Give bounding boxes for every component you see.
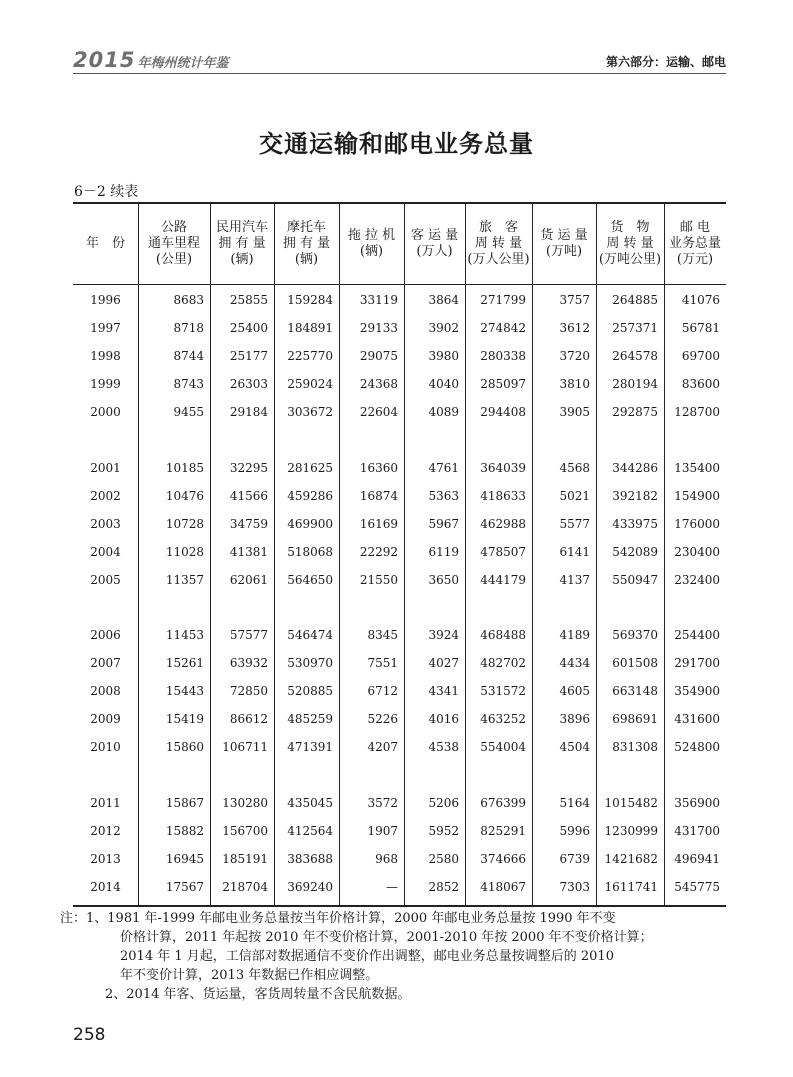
table-row — [73, 789, 726, 817]
note-line: 年不变价计算，2013 年数据已作相应调整。 — [120, 968, 379, 983]
cell-freight: 4189 — [559, 628, 590, 643]
column-header-post — [664, 206, 726, 282]
cell-freight: 5164 — [559, 796, 590, 811]
table-row — [73, 649, 726, 677]
cell-tractors: 22604 — [359, 404, 398, 419]
cell-tractors: 6712 — [367, 684, 398, 699]
statistics-table — [73, 202, 726, 907]
cell-freight: 5021 — [559, 488, 590, 503]
note-line: 2014 年 1 月起，工信部对数据通信不变价作出调整，邮电业务总量按调整后的 2010 — [120, 949, 614, 964]
table-row — [73, 566, 726, 594]
note-line: 价格计算，2011 年起按 2010 年不变价格计算，2001-2010 年按 2000 年不变价格计算； — [120, 930, 653, 945]
table-notes — [60, 909, 735, 1004]
table-row — [73, 817, 726, 845]
cell-road: 17567 — [165, 879, 204, 894]
column-header-line: (万吨) — [545, 244, 583, 259]
cell-passenger_turnover: 418067 — [480, 879, 526, 894]
cell-freight_turnover: 698691 — [612, 712, 658, 727]
cell-freight: 3810 — [559, 376, 590, 391]
cell-passengers: 3650 — [428, 572, 459, 587]
cell-passengers: 4538 — [428, 740, 459, 755]
cell-motorcycles: 303672 — [287, 404, 333, 419]
cell-road: 15261 — [165, 656, 204, 671]
cell-motorcycles: 530970 — [287, 656, 333, 671]
column-header-passengers — [404, 206, 465, 282]
table-row — [73, 314, 726, 342]
cell-road: 15882 — [165, 824, 204, 839]
cell-passengers: 6119 — [428, 544, 459, 559]
cell-year: 2005 — [90, 572, 121, 587]
cell-passengers: 5967 — [428, 516, 459, 531]
cell-freight_turnover: 264578 — [612, 348, 658, 363]
cell-passengers: 4341 — [428, 684, 459, 699]
cell-post: 128700 — [674, 404, 720, 419]
cell-freight_turnover: 831308 — [612, 740, 658, 755]
cell-freight: 5996 — [559, 824, 590, 839]
column-header-line: (辆) — [359, 244, 384, 259]
cell-road: 8744 — [173, 348, 204, 363]
cell-freight: 4504 — [559, 740, 590, 755]
column-header-line: (辆) — [294, 252, 319, 267]
table-header-rule — [73, 284, 726, 285]
cell-passenger_turnover: 676399 — [480, 796, 526, 811]
cell-freight: 6141 — [559, 544, 590, 559]
column-header-line: 摩托车 — [286, 220, 326, 235]
column-header-line: (辆) — [230, 252, 254, 267]
cell-cars: 32295 — [229, 460, 268, 475]
column-header-line: 货 物 — [610, 220, 650, 235]
table-label: 6－2 续表 — [74, 184, 139, 200]
cell-passengers: 4016 — [428, 712, 459, 727]
cell-cars: 26303 — [229, 376, 268, 391]
table-row — [73, 873, 726, 901]
cell-freight: 5577 — [559, 516, 590, 531]
cell-passenger_turnover: 478507 — [480, 544, 526, 559]
yearbook-name — [73, 48, 228, 72]
cell-freight: 4434 — [559, 656, 590, 671]
cell-tractors: 21550 — [359, 572, 398, 587]
table-row — [73, 286, 726, 314]
cell-motorcycles: 259024 — [287, 376, 333, 391]
cell-year: 2013 — [90, 852, 121, 866]
cell-tractors: 16874 — [359, 488, 398, 503]
column-header-line: 拥 有 量 — [218, 236, 266, 251]
column-header-line: 旅 客 — [478, 220, 518, 235]
cell-freight_turnover: 1611741 — [604, 879, 658, 894]
cell-post: 354900 — [674, 684, 720, 699]
cell-cars: 57577 — [229, 628, 268, 643]
cell-passenger_turnover: 444179 — [480, 572, 526, 587]
cell-passengers: 5363 — [428, 488, 459, 503]
cell-cars: 62061 — [229, 572, 268, 587]
table-row — [73, 510, 726, 538]
cell-year: 2003 — [90, 516, 121, 531]
cell-tractors: 16360 — [359, 460, 398, 475]
cell-motorcycles: 564650 — [287, 572, 333, 587]
column-header-freight — [532, 206, 596, 282]
cell-freight: 4137 — [559, 572, 590, 587]
column-header-road — [138, 206, 210, 282]
column-header-line: (万人) — [416, 244, 453, 259]
cell-motorcycles: 435045 — [287, 796, 333, 811]
cell-year: 2008 — [90, 684, 121, 699]
cell-cars: 86612 — [229, 712, 268, 727]
cell-tractors: 968 — [375, 852, 398, 866]
cell-freight_turnover: 264885 — [612, 293, 658, 307]
cell-year: 2009 — [90, 712, 121, 727]
page-title: 交通运输和邮电业务总量 — [259, 129, 534, 158]
cell-year: 2004 — [90, 544, 121, 559]
cell-motorcycles: 383688 — [287, 852, 333, 866]
cell-freight_turnover: 542089 — [612, 544, 658, 559]
cell-year: 2006 — [90, 628, 121, 643]
cell-year: 2012 — [90, 824, 121, 839]
cell-cars: 25177 — [229, 348, 268, 363]
cell-motorcycles: 546474 — [287, 628, 333, 643]
cell-post: 431600 — [674, 712, 720, 727]
cell-passengers: 5206 — [428, 796, 459, 811]
cell-post: 254400 — [674, 628, 720, 643]
cell-post: 356900 — [674, 796, 720, 811]
table-row — [73, 342, 726, 370]
cell-year: 1997 — [90, 320, 121, 335]
cell-post: 431700 — [674, 824, 720, 839]
cell-freight_turnover: 433975 — [612, 516, 658, 531]
cell-passengers: 4040 — [428, 376, 459, 391]
table-row — [73, 733, 726, 761]
column-header-line: 周 转 量 — [606, 236, 654, 251]
section-name: 第六部分：运输、邮电 — [605, 55, 726, 69]
cell-freight_turnover: 292875 — [612, 404, 658, 419]
column-header-cars — [210, 206, 274, 282]
table-row — [73, 621, 726, 649]
cell-cars: 72850 — [229, 684, 268, 699]
column-header-line: (万人公里) — [467, 252, 530, 267]
cell-passenger_turnover: 468488 — [480, 628, 526, 643]
cell-motorcycles: 459286 — [287, 488, 333, 503]
cell-road: 15419 — [165, 712, 204, 727]
cell-year: 2014 — [90, 879, 121, 894]
note-line: 2、2014 年客、货运量，客货周转量不含民航数据。 — [105, 987, 411, 1002]
cell-freight_turnover: 1230999 — [604, 824, 658, 839]
cell-post: 56781 — [681, 320, 720, 335]
cell-cars: 156700 — [222, 824, 268, 839]
table-row — [73, 705, 726, 733]
column-header-line: (公里) — [155, 252, 193, 267]
cell-road: 8743 — [173, 376, 204, 391]
cell-tractors: 24368 — [359, 376, 398, 391]
cell-passengers: 5952 — [428, 824, 459, 839]
column-header-passenger_turnover — [465, 206, 532, 282]
cell-motorcycles: 471391 — [287, 740, 333, 755]
cell-road: 11357 — [165, 572, 204, 587]
column-header-motorcycles — [274, 206, 339, 282]
table-row — [73, 677, 726, 705]
cell-post: 291700 — [674, 656, 720, 671]
cell-passengers: 3980 — [428, 348, 459, 363]
cell-passenger_turnover: 554004 — [480, 740, 526, 755]
cell-passenger_turnover: 463252 — [480, 712, 526, 727]
cell-cars: 218704 — [222, 879, 268, 894]
cell-cars: 41566 — [229, 488, 268, 503]
cell-year: 2010 — [90, 740, 121, 755]
cell-freight: 3612 — [559, 320, 590, 335]
cell-passenger_turnover: 531572 — [480, 684, 526, 699]
column-header-line: 周 转 量 — [474, 236, 523, 251]
cell-passenger_turnover: 482702 — [480, 656, 526, 671]
cell-tractors: 16169 — [359, 516, 398, 531]
cell-road: 11453 — [165, 628, 204, 643]
cell-freight: 7303 — [559, 879, 590, 894]
cell-road: 10185 — [165, 460, 204, 475]
cell-passenger_turnover: 271799 — [480, 293, 526, 307]
cell-cars: 185191 — [222, 852, 268, 866]
cell-post: 154900 — [674, 488, 720, 503]
cell-passengers: 3924 — [428, 628, 459, 643]
cell-passengers: 3902 — [428, 320, 459, 335]
cell-tractors: 1907 — [367, 824, 398, 839]
column-header-line: 年 份 — [85, 236, 125, 251]
cell-freight: 4568 — [559, 460, 590, 475]
cell-freight_turnover: 550947 — [612, 572, 658, 587]
cell-post: 524800 — [674, 740, 720, 755]
cell-post: 176000 — [674, 516, 720, 531]
cell-tractors: 7551 — [367, 656, 398, 671]
cell-road: 15443 — [165, 684, 204, 699]
cell-tractors: 29133 — [359, 320, 398, 335]
cell-tractors: 5226 — [367, 712, 398, 727]
cell-freight_turnover: 1015482 — [604, 796, 658, 811]
cell-passengers: 4089 — [428, 404, 459, 419]
column-header-line: (万元) — [676, 252, 714, 267]
cell-passenger_turnover: 294408 — [480, 404, 526, 419]
cell-post: 232400 — [674, 572, 720, 587]
cell-tractors: 4207 — [367, 740, 398, 755]
cell-freight: 6739 — [559, 852, 590, 866]
cell-passenger_turnover: 364039 — [480, 460, 526, 475]
table-row — [73, 398, 726, 426]
cell-freight_turnover: 392182 — [612, 488, 658, 503]
header-rule — [73, 73, 726, 74]
cell-cars: 130280 — [222, 796, 268, 811]
column-header-freight_turnover — [596, 206, 664, 282]
cell-motorcycles: 412564 — [287, 824, 333, 839]
cell-cars: 63932 — [229, 656, 268, 671]
cell-passenger_turnover: 462988 — [480, 516, 526, 531]
cell-cars: 25855 — [229, 293, 268, 307]
cell-tractors: 22292 — [359, 544, 398, 559]
table-top-rule — [73, 202, 726, 204]
note-line: 注：1、1981 年-1999 年邮电业务总量按当年价格计算，2000 年邮电业务总量按 1990 年不变 — [60, 911, 616, 926]
cell-road: 15867 — [165, 796, 204, 811]
cell-road: 15860 — [165, 740, 204, 755]
cell-passenger_turnover: 825291 — [480, 824, 526, 839]
cell-post: 69700 — [681, 348, 720, 363]
cell-passenger_turnover: 418633 — [480, 488, 526, 503]
cell-year: 2000 — [90, 404, 121, 419]
column-header-line: 民用汽车 — [215, 220, 268, 235]
cell-motorcycles: 281625 — [287, 460, 333, 475]
column-header-line: 邮 电 — [679, 220, 711, 235]
cell-motorcycles: 225770 — [287, 348, 333, 363]
cell-year: 2007 — [90, 656, 121, 671]
cell-post: 41076 — [681, 293, 720, 307]
cell-freight_turnover: 257371 — [612, 320, 658, 335]
cell-freight_turnover: 569370 — [612, 628, 658, 643]
cell-road: 16945 — [165, 852, 204, 866]
cell-motorcycles: 184891 — [287, 320, 333, 335]
column-header-line: 业务总量 — [668, 236, 721, 251]
cell-tractors: 33119 — [359, 293, 398, 307]
cell-freight_turnover: 1421682 — [604, 852, 658, 866]
cell-tractors: 29075 — [359, 348, 398, 363]
cell-freight_turnover: 280194 — [612, 376, 658, 391]
cell-motorcycles: 469900 — [287, 516, 333, 531]
cell-cars: 34759 — [229, 516, 268, 531]
cell-motorcycles: 520885 — [287, 684, 333, 699]
table-row — [73, 454, 726, 482]
table-row — [73, 370, 726, 398]
cell-road: 10476 — [165, 488, 204, 503]
table-bottom-rule — [73, 905, 726, 907]
cell-passenger_turnover: 374666 — [480, 852, 526, 866]
cell-cars: 25400 — [229, 320, 268, 335]
running-header — [73, 46, 726, 72]
cell-post: 545775 — [674, 879, 720, 894]
column-header-line: 客 运 量 — [410, 228, 459, 243]
cell-road: 9455 — [173, 404, 204, 419]
cell-post: 135400 — [674, 460, 720, 475]
cell-road: 11028 — [165, 544, 204, 559]
cell-motorcycles: 518068 — [287, 544, 333, 559]
column-header-line: 货 运 量 — [540, 228, 588, 243]
cell-road: 8683 — [173, 293, 204, 307]
cell-motorcycles: 159284 — [287, 293, 333, 307]
cell-post: 83600 — [681, 376, 720, 391]
cell-passengers: 3864 — [428, 293, 459, 307]
cell-passenger_turnover: 280338 — [480, 348, 526, 363]
cell-year: 1998 — [90, 348, 121, 363]
column-header-tractors — [339, 206, 404, 282]
cell-year: 1999 — [90, 376, 121, 391]
cell-freight_turnover: 663148 — [612, 684, 658, 699]
cell-freight: 3896 — [559, 712, 590, 727]
cell-year: 2011 — [90, 796, 121, 811]
cell-motorcycles: 369240 — [287, 879, 333, 894]
cell-tractors: — — [386, 879, 398, 894]
cell-road: 8718 — [173, 320, 204, 335]
cell-cars: 41381 — [229, 544, 268, 559]
cell-cars: 29184 — [229, 404, 268, 419]
cell-cars: 106711 — [222, 740, 268, 755]
cell-passengers: 4027 — [428, 656, 459, 671]
yearbook-title: 年梅州统计年鉴 — [137, 56, 229, 71]
cell-year: 2001 — [90, 460, 121, 475]
column-header-line: 公路 — [160, 220, 187, 235]
column-header-line: 拥 有 量 — [282, 236, 331, 251]
cell-passengers: 2852 — [428, 879, 459, 894]
column-header-line: (万吨公里) — [598, 252, 662, 267]
yearbook-year: 2015 — [73, 48, 136, 72]
table-row — [73, 538, 726, 566]
cell-tractors: 8345 — [367, 628, 398, 643]
cell-motorcycles: 485259 — [287, 712, 333, 727]
cell-freight_turnover: 601508 — [612, 656, 658, 671]
cell-freight: 4605 — [559, 684, 590, 699]
cell-tractors: 3572 — [367, 796, 398, 811]
cell-post: 496941 — [674, 852, 720, 866]
cell-freight: 3720 — [559, 348, 590, 363]
page-number: 258 — [73, 1025, 106, 1045]
column-header-line: 通车里程 — [147, 236, 200, 251]
table-row — [73, 845, 726, 873]
cell-passengers: 2580 — [428, 852, 459, 866]
cell-road: 10728 — [165, 516, 204, 531]
column-header-line: 拖 拉 机 — [347, 228, 396, 243]
cell-freight: 3905 — [559, 404, 590, 419]
cell-post: 230400 — [674, 544, 720, 559]
cell-freight_turnover: 344286 — [612, 460, 658, 475]
cell-passenger_turnover: 274842 — [480, 320, 526, 335]
cell-year: 1996 — [90, 293, 121, 307]
cell-passengers: 4761 — [428, 460, 459, 475]
column-header-year — [73, 206, 138, 282]
cell-year: 2002 — [90, 488, 121, 503]
cell-passenger_turnover: 285097 — [480, 376, 526, 391]
cell-freight: 3757 — [559, 293, 590, 307]
table-row — [73, 482, 726, 510]
